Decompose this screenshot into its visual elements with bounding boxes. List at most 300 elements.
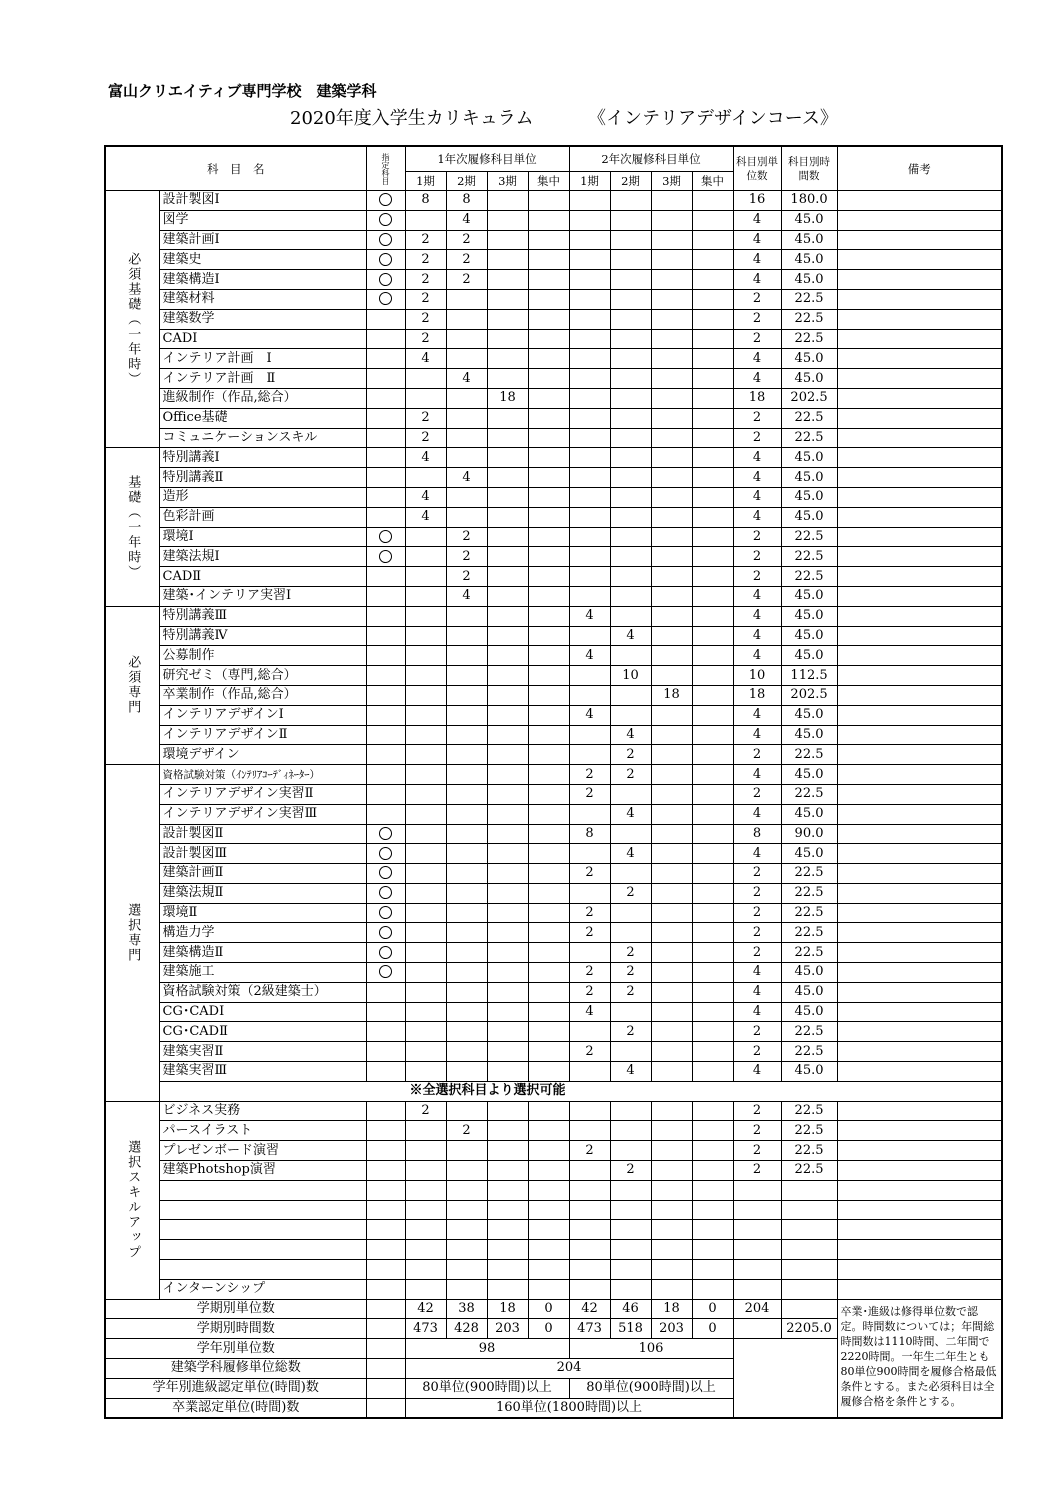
- term-units: [487, 369, 528, 389]
- term-units: [610, 230, 651, 250]
- remarks-cell: [837, 1121, 1002, 1141]
- term-units: [405, 1042, 446, 1062]
- table-row: [105, 844, 1002, 864]
- term-units: [405, 765, 446, 785]
- term-units: 8: [405, 191, 446, 211]
- term-units: [651, 844, 692, 864]
- term-units: [692, 309, 733, 329]
- term-units: [528, 388, 569, 408]
- table-row: [105, 1220, 1002, 1240]
- term-units: [569, 1121, 610, 1141]
- term-units: [651, 468, 692, 488]
- table-row: [105, 1042, 1002, 1062]
- term-units: [487, 408, 528, 428]
- subject-units: 4: [733, 725, 781, 745]
- term-units: [405, 1260, 446, 1280]
- term-units: [405, 1002, 446, 1022]
- term-units: 2: [610, 883, 651, 903]
- subject-units: 18: [733, 388, 781, 408]
- remarks-cell: [837, 1220, 1002, 1240]
- term-units: [487, 626, 528, 646]
- term-units: [651, 428, 692, 448]
- term-units: [528, 943, 569, 963]
- subject-hours: 45.0: [781, 1062, 837, 1082]
- term-units: [528, 1022, 569, 1042]
- term-units: [528, 1161, 569, 1181]
- term-units: [487, 1022, 528, 1042]
- term-units: [692, 685, 733, 705]
- term-units: [569, 428, 610, 448]
- term-units: [610, 349, 651, 369]
- remarks-cell: [837, 210, 1002, 230]
- subject-name: 建築材料: [159, 289, 366, 309]
- term-units: [446, 1240, 487, 1260]
- remarks-cell: [837, 468, 1002, 488]
- term-units: [569, 666, 610, 686]
- table-row: [105, 270, 1002, 290]
- year2-units: 106: [569, 1339, 733, 1359]
- term-units: [446, 487, 487, 507]
- term-hours: 473: [405, 1319, 446, 1339]
- table-row: [105, 1141, 1002, 1161]
- term-units: [569, 527, 610, 547]
- subject-hours: 45.0: [781, 230, 837, 250]
- term-header: 集中: [528, 172, 569, 191]
- subject-hours: [781, 1279, 837, 1299]
- circle-icon: [379, 886, 392, 899]
- term-units: [487, 646, 528, 666]
- remarks-cell: [837, 487, 1002, 507]
- subject-name: 設計製図Ⅰ: [159, 191, 366, 211]
- term-units: [405, 646, 446, 666]
- subject-hours: 45.0: [781, 982, 837, 1002]
- circle-icon: [379, 827, 392, 840]
- table-row: [105, 685, 1002, 705]
- term-units: [528, 626, 569, 646]
- subject-name: 環境Ⅱ: [159, 903, 366, 923]
- term-units: [405, 547, 446, 567]
- remarks-cell: [837, 1240, 1002, 1260]
- subject-name: CG･CADⅡ: [159, 1022, 366, 1042]
- term-units: 2: [610, 1161, 651, 1181]
- blank-cell: [733, 1319, 781, 1339]
- term-units: [569, 349, 610, 369]
- term-units: [651, 369, 692, 389]
- term-units: [692, 745, 733, 765]
- term-units: [487, 765, 528, 785]
- table-row: [105, 963, 1002, 983]
- term-units: [487, 1220, 528, 1240]
- subject-hours: 22.5: [781, 1141, 837, 1161]
- term-units: [692, 646, 733, 666]
- term-units: [610, 250, 651, 270]
- term-units: [446, 725, 487, 745]
- term-units: [692, 428, 733, 448]
- subject-name: 設計製図Ⅱ: [159, 824, 366, 844]
- subject-name: 建築法規Ⅰ: [159, 547, 366, 567]
- required-mark: [366, 1022, 405, 1042]
- table-row: [105, 1062, 1002, 1082]
- term-units: [446, 289, 487, 309]
- required-mark: [366, 230, 405, 250]
- term-units: [446, 844, 487, 864]
- term-units: [528, 1279, 569, 1299]
- term-units: [610, 567, 651, 587]
- subject-units: 10: [733, 666, 781, 686]
- term-units: [610, 1260, 651, 1280]
- term-units: [692, 844, 733, 864]
- subject-units: 2: [733, 784, 781, 804]
- term-units: 2: [569, 923, 610, 943]
- table-row: [105, 388, 1002, 408]
- term-units: [405, 923, 446, 943]
- term-units: [569, 685, 610, 705]
- required-mark: [366, 369, 405, 389]
- subject-name: 特別講義Ⅳ: [159, 626, 366, 646]
- circle-icon: [379, 193, 392, 206]
- subject-name: 図学: [159, 210, 366, 230]
- term-units: [692, 1279, 733, 1299]
- subject-hours: 45.0: [781, 725, 837, 745]
- subject-name: 建築･インテリア実習Ⅰ: [159, 586, 366, 606]
- term-units: [405, 864, 446, 884]
- remarks-cell: [837, 388, 1002, 408]
- subject-hours: 22.5: [781, 864, 837, 884]
- remarks-cell: [837, 745, 1002, 765]
- graduation-units: 160単位(1800時間)以上: [405, 1398, 733, 1418]
- term-units: [528, 309, 569, 329]
- term-units: [692, 230, 733, 250]
- subject-units: 2: [733, 1101, 781, 1121]
- term-units: 4: [405, 507, 446, 527]
- remarks-cell: [837, 1022, 1002, 1042]
- term-units: [405, 527, 446, 547]
- term-hours: 518: [610, 1319, 651, 1339]
- term-units: [528, 210, 569, 230]
- circle-icon: [379, 946, 392, 959]
- required-mark: [366, 1180, 405, 1200]
- required-mark: [366, 903, 405, 923]
- term-units: [487, 844, 528, 864]
- subject-hours: 45.0: [781, 270, 837, 290]
- remarks-cell: [837, 844, 1002, 864]
- term-units: [692, 567, 733, 587]
- table-row: [105, 765, 1002, 785]
- subject-name: 建築Photshop演習: [159, 1161, 366, 1181]
- subject-units: 4: [733, 349, 781, 369]
- required-mark: [366, 804, 405, 824]
- remarks-cell: [837, 230, 1002, 250]
- subject-name: 建築構造Ⅱ: [159, 943, 366, 963]
- term-units: [528, 705, 569, 725]
- term-units: 2: [405, 309, 446, 329]
- term-units: [446, 1022, 487, 1042]
- required-mark: [366, 1220, 405, 1240]
- table-row: [105, 408, 1002, 428]
- term-units: 4: [446, 468, 487, 488]
- term-units: [446, 1260, 487, 1280]
- term-units: [405, 1279, 446, 1299]
- term-units: [487, 487, 528, 507]
- term-units: [569, 725, 610, 745]
- term-units: [487, 586, 528, 606]
- required-mark: [366, 487, 405, 507]
- term-units: [446, 388, 487, 408]
- term-units: [569, 388, 610, 408]
- term-units: 4: [610, 626, 651, 646]
- term-units: 2: [569, 903, 610, 923]
- term-units: 2: [610, 982, 651, 1002]
- term-units: [487, 725, 528, 745]
- term-units: [487, 230, 528, 250]
- subject-hours: 22.5: [781, 903, 837, 923]
- subject-units: 2: [733, 547, 781, 567]
- term-units: 2: [405, 428, 446, 448]
- term-units: 2: [405, 1101, 446, 1121]
- term-total: 0: [692, 1299, 733, 1319]
- required-mark: [366, 685, 405, 705]
- required-mark: [366, 468, 405, 488]
- table-row: [105, 824, 1002, 844]
- term-units: [528, 903, 569, 923]
- subject-units: 2: [733, 1022, 781, 1042]
- blank-cell: [366, 1299, 405, 1319]
- remarks-cell: [837, 1200, 1002, 1220]
- remarks-header: 備考: [837, 146, 1002, 191]
- required-mark: [366, 408, 405, 428]
- term-units: 2: [405, 270, 446, 290]
- subject-units: 2: [733, 864, 781, 884]
- term-units: 4: [446, 210, 487, 230]
- subject-hours: 22.5: [781, 309, 837, 329]
- term-units: [610, 606, 651, 626]
- term-units: 4: [405, 349, 446, 369]
- table-row: [105, 1121, 1002, 1141]
- subject-hours: [781, 1180, 837, 1200]
- required-header: 指定科目: [366, 146, 405, 191]
- term-units: [446, 1200, 487, 1220]
- table-row: [105, 507, 1002, 527]
- term-units: [651, 1101, 692, 1121]
- term-units: [487, 1260, 528, 1280]
- subject-hours: 22.5: [781, 745, 837, 765]
- table-row: [105, 606, 1002, 626]
- table-row: [105, 428, 1002, 448]
- remarks-cell: [837, 507, 1002, 527]
- required-mark: [366, 824, 405, 844]
- term-header: 集中: [692, 172, 733, 191]
- term-units: [651, 567, 692, 587]
- table-row: [105, 864, 1002, 884]
- term-units: [487, 349, 528, 369]
- remarks-cell: [837, 567, 1002, 587]
- term-units: [651, 804, 692, 824]
- term-hours: 203: [487, 1319, 528, 1339]
- term-units: [610, 507, 651, 527]
- term-units: [569, 567, 610, 587]
- term-units: [487, 1279, 528, 1299]
- term-units: [651, 1141, 692, 1161]
- circle-icon: [379, 530, 392, 543]
- term-units: [405, 963, 446, 983]
- term-units: [528, 804, 569, 824]
- subject-hours: 45.0: [781, 250, 837, 270]
- term-units: 2: [405, 250, 446, 270]
- table-row: [105, 1200, 1002, 1220]
- term-units: [651, 1002, 692, 1022]
- term-units: [405, 1161, 446, 1181]
- remarks-cell: [837, 606, 1002, 626]
- remarks-cell: [837, 1260, 1002, 1280]
- subject-name: [159, 1240, 366, 1260]
- remarks-cell: [837, 685, 1002, 705]
- term-units: [569, 230, 610, 250]
- subject-name: 研究ゼミ（専門,総合）: [159, 666, 366, 686]
- subject-hours: 22.5: [781, 1121, 837, 1141]
- subject-hours: 22.5: [781, 883, 837, 903]
- remarks-cell: [837, 329, 1002, 349]
- subject-units: 2: [733, 408, 781, 428]
- circle-icon: [379, 233, 392, 246]
- table-row: [105, 725, 1002, 745]
- summary-label: 建築学科履修単位総数: [105, 1359, 366, 1379]
- term-units: [651, 230, 692, 250]
- term-units: [528, 408, 569, 428]
- term-units: [487, 1042, 528, 1062]
- term-units: [692, 547, 733, 567]
- required-mark: [366, 1002, 405, 1022]
- term-units: [487, 468, 528, 488]
- term-header: 1期: [405, 172, 446, 191]
- term-units: [569, 210, 610, 230]
- subject-units: 4: [733, 963, 781, 983]
- remarks-cell: [837, 1002, 1002, 1022]
- subject-name: [159, 1200, 366, 1220]
- term-units: [446, 646, 487, 666]
- subject-hours: 22.5: [781, 527, 837, 547]
- subject-units: 4: [733, 982, 781, 1002]
- term-units: [610, 270, 651, 290]
- subject-units: 4: [733, 448, 781, 468]
- circle-icon: [379, 926, 392, 939]
- subject-hours: 45.0: [781, 705, 837, 725]
- term-units: [610, 1141, 651, 1161]
- term-units: [692, 369, 733, 389]
- term-units: [446, 428, 487, 448]
- table-row: [105, 923, 1002, 943]
- subject-name: CADⅡ: [159, 567, 366, 587]
- term-units: [528, 1062, 569, 1082]
- term-units: [610, 527, 651, 547]
- circle-icon: [379, 253, 392, 266]
- term-hours: 0: [692, 1319, 733, 1339]
- subject-name: [159, 1220, 366, 1240]
- term-units: [446, 864, 487, 884]
- subject-name: 建築施工: [159, 963, 366, 983]
- term-units: [569, 1260, 610, 1280]
- subject-name: パースイラスト: [159, 1121, 366, 1141]
- required-mark: [366, 586, 405, 606]
- subject-units: 2: [733, 903, 781, 923]
- subject-hours: 22.5: [781, 1042, 837, 1062]
- hours-total: 2205.0: [781, 1319, 837, 1339]
- term-units: [610, 1180, 651, 1200]
- term-units: [446, 1042, 487, 1062]
- term-units: [651, 1200, 692, 1220]
- table-row: [105, 666, 1002, 686]
- term-units: [651, 1042, 692, 1062]
- term-units: [610, 1279, 651, 1299]
- term-units: [569, 369, 610, 389]
- term-units: [528, 369, 569, 389]
- term-units: [569, 626, 610, 646]
- required-mark: [366, 388, 405, 408]
- term-units: [569, 1101, 610, 1121]
- subject-hours: [781, 1240, 837, 1260]
- term-units: 2: [446, 527, 487, 547]
- term-units: 4: [446, 586, 487, 606]
- term-units: [651, 666, 692, 686]
- blank-cell: [366, 1339, 405, 1359]
- remarks-cell: [837, 349, 1002, 369]
- term-units: [651, 1260, 692, 1280]
- term-units: [651, 646, 692, 666]
- term-units: [610, 210, 651, 230]
- required-mark: [366, 963, 405, 983]
- circle-icon: [379, 866, 392, 879]
- remarks-cell: [837, 824, 1002, 844]
- term-units: [528, 864, 569, 884]
- summary-label: 学年別単位数: [105, 1339, 366, 1359]
- term-units: [569, 309, 610, 329]
- term-units: [610, 369, 651, 389]
- term-units: [692, 448, 733, 468]
- term-units: [405, 626, 446, 646]
- required-mark: [366, 943, 405, 963]
- term-units: [692, 1062, 733, 1082]
- subject-name: 進級制作（作品,総合）: [159, 388, 366, 408]
- subject-units: [733, 1279, 781, 1299]
- required-mark: [366, 1240, 405, 1260]
- units-header: 科目別単位数: [733, 146, 781, 191]
- subject-units: 2: [733, 567, 781, 587]
- remarks-cell: [837, 725, 1002, 745]
- term-units: [569, 468, 610, 488]
- term-units: 2: [446, 230, 487, 250]
- term-units: 2: [446, 270, 487, 290]
- subject-units: 2: [733, 1141, 781, 1161]
- subject-name: 資格試験対策（ｲﾝﾃﾘｱｺｰﾃﾞｨﾈｰﾀｰ）: [159, 765, 366, 785]
- term-units: 2: [446, 547, 487, 567]
- term-units: [528, 448, 569, 468]
- term-units: [528, 487, 569, 507]
- term-units: [446, 745, 487, 765]
- term-units: [487, 824, 528, 844]
- category-label: 必須基礎（一年時）: [105, 191, 159, 448]
- term-units: [651, 1022, 692, 1042]
- term-units: 2: [569, 963, 610, 983]
- subject-name: 特別講義Ⅲ: [159, 606, 366, 626]
- term-units: [528, 1121, 569, 1141]
- circle-icon: [379, 550, 392, 563]
- subject-name: インターンシップ: [159, 1279, 366, 1299]
- term-units: [446, 1002, 487, 1022]
- required-mark: [366, 923, 405, 943]
- term-units: [528, 725, 569, 745]
- term-units: [487, 864, 528, 884]
- term-units: 8: [446, 191, 487, 211]
- subject-hours: 45.0: [781, 626, 837, 646]
